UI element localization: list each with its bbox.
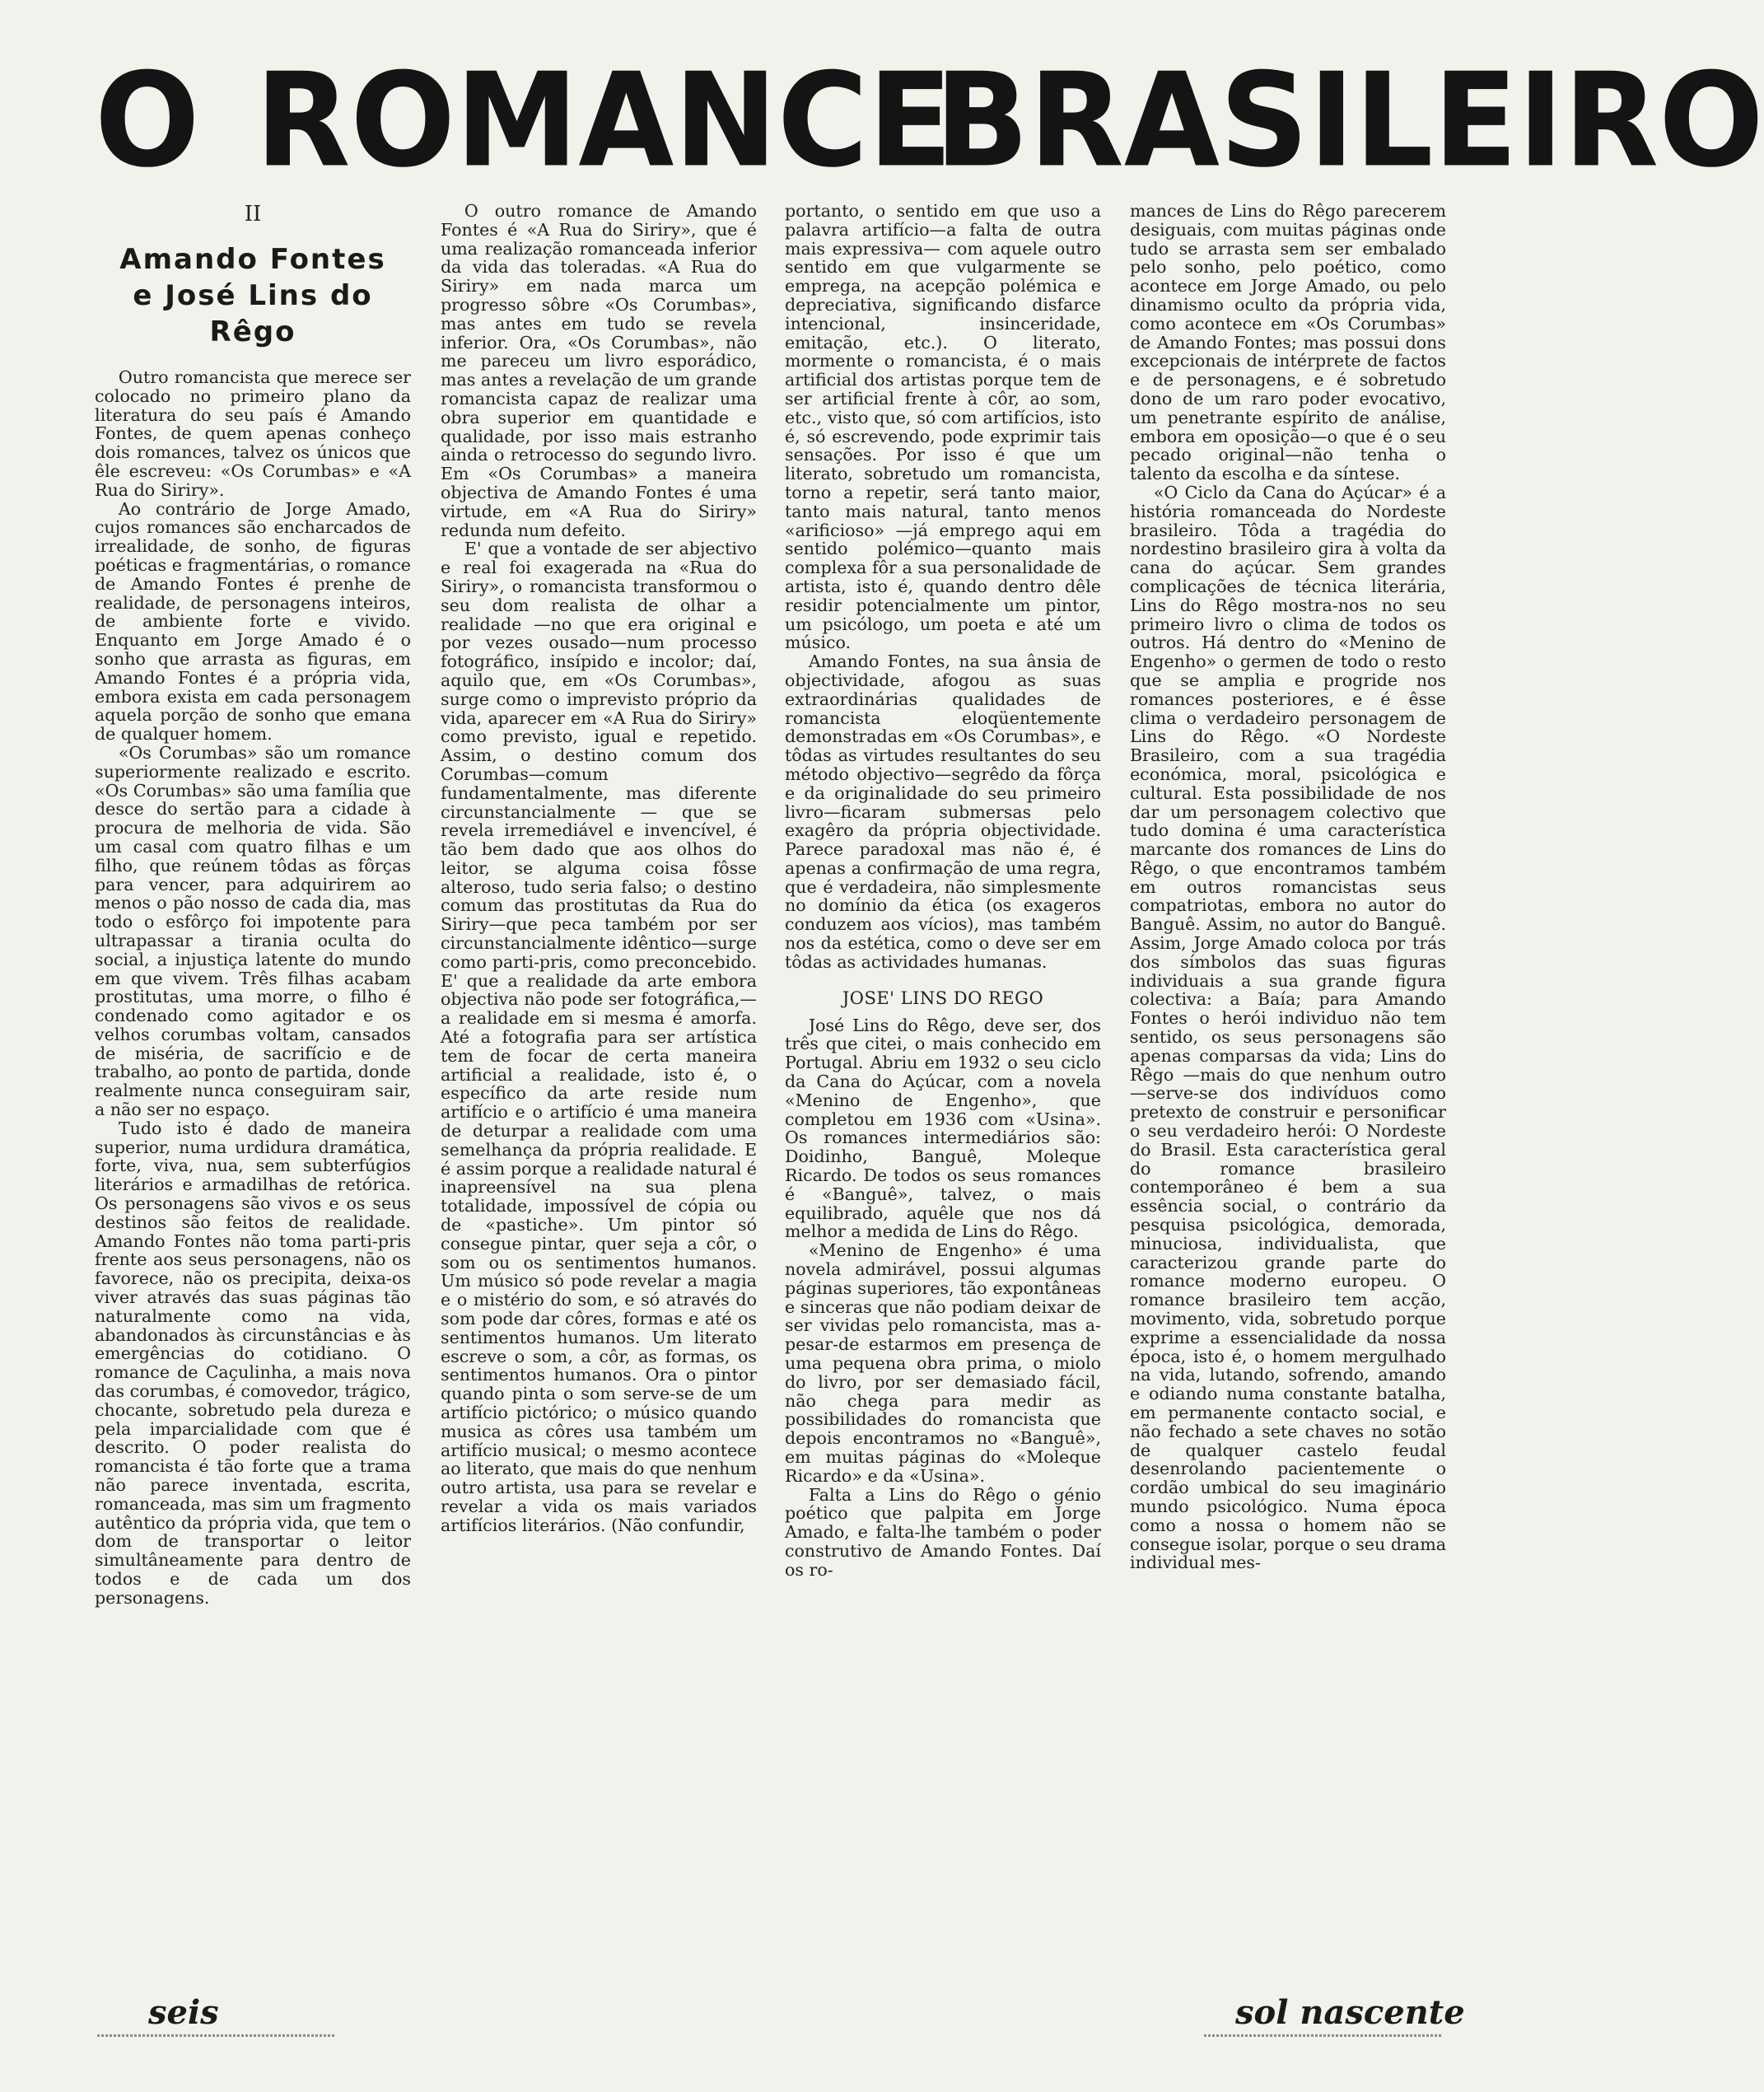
headline-letter: N — [674, 45, 777, 197]
headline-letter: I — [1517, 45, 1564, 197]
paragraph: «O Ciclo da Cana do Açúcar» é a história romanceada do Nordeste brasileiro. Tôda a tragédia do nordestino brasileiro gira à volta da cana do açúcar. Sem grandes complicações de técnica literária, Lins do Rêgo mostra-nos no seu primeiro livro o clima de todos os outros. Há dentro do «Menino de Engenho» o germen de todo o resto que se amplia e progride nos romances posteriores, e é êsse clima o verdadeiro personagem de Lins do Rêgo. «O Nordeste Brasileiro, com a sua tragédia económica, moral, psicológica e cultural. Esta possibilidade de nos dar um personagem colectivo que tudo domina é uma característica marcante dos romances de Lins do Rêgo, o que encontramos também em outros romancistas seus compatriotas, embora no autor do Banguê. Assim, no autor do Banguê. Assim, Jorge Amado coloca por trás dos símbolos das suas figuras individuais a sua grande figura colectiva: a Baía; para Amando Fontes o herói individuo não tem sentido, os seus personagens são apenas comparsas da vida; Lins do Rêgo —mais do que nenhum outro —serve-se dos indivíduos como pretexto de construir e personificar o seu verdadeiro herói: O Nordeste do Brasil. Esta característica geral do romance brasileiro contemporâneo é bem a sua essência social, o contrário da pesquisa psicológica, demorada, minuciosa, individualista, que caracterizou grande parte do romance moderno europeu. O romance brasileiro tem acção, movimento, vida, sobretudo porque exprime a essencialidade da nossa época, isto é, o homem mergulhado na vida, lutando, sofrendo, amando e odiando numa constante batalha, em permanente contacto social, e não fechado a sete chaves no sotão de qualquer castelo feudal desenrolando pacientemente o cordão umbical do seu imaginário mundo psicológico. Numa época como a nossa o homem não se consegue isolar, porque o seu drama individual mes- — [1130, 482, 1446, 1573]
paragraph: «Menino de Engenho» é uma novela admirável, possui algumas páginas superiores, tão expontâneas e sinceras que não podiam deixar de ser vividas pelo romancista, mas a-pesar-de estarmos em presença de uma pequena obra prima, o miolo do livro, por ser demasiado fácil, não chega para medir as possibilidades do romancista que depois encontramos no «Banguê», em muitas páginas do «Moleque Ricardo» e da «Usina». — [785, 1240, 1101, 1486]
paragraph: E' que a vontade de ser abjectivo e real foi exagerada na «Rua do Siriry», o romancista transformou o seu dom realista de olhar a realidade —no que era original e por vezes ousado—num processo fotográfico, insípido e incolor; daí, aquilo que, em «Os Corumbas», surge como o imprevisto próprio da vida, aparecer em «A Rua do Siriry» como previsto, igual e repetido. Assim, o destino comum dos Corumbas—comum fundamentalmente, mas diferente circunstancialmente — que se revela irremediável e invencível, é tão bem dado que aos olhos do leitor, se alguma coisa fôsse alteroso, tudo seria falso; o destino comum das prostitutas da Rua do Siriry—que peca também por ser circunstancialmente idêntico—surge como parti-pris, como preconcebido. E' que a realidade da arte embora objectiva não pode ser fotográfica,—a realidade em si mesma é amorfa. Até a fotografia para ser artística tem de focar de certa maneira artificial a realidade, isto é, o específico da arte reside num artifício e o artifício é uma maneira de deturpar a realidade com uma semelhança da própria realidade. E é assim porque a realidade natural é inapreensível na sua plena totalidade, impossível de cópia ou de «pastiche». Um pintor só consegue pintar, quer seja a côr, o som ou os sentimentos humanos. Um músico só pode revelar a magia e o mistério do som, e só através do som pode dar côres, formas e até os sentimentos humanos. Um literato escreve o som, a côr, as formas, os sentimentos humanos. Ora o pintor quando pinta o som serve-se de um artifício pictórico; o músico quando musica as côres usa também um artifício musical; o mesmo acontece ao literato, que mais do que nenhum outro artista, usa para se revelar e revelar a vida os mais variados artifícios literários. (Não confundir, — [441, 539, 757, 1535]
headline-word-2 — [255, 45, 953, 197]
headline-letter: O — [95, 45, 200, 197]
headline-letter: A — [578, 45, 674, 197]
paragraph: José Lins do Rêgo, deve ser, dos três que citei, o mais conhecido em Portugal. Abriu em 1932 o seu ciclo da Cana do Açúcar, com a novela «Menino de Engenho», que completou em 1936 com «Usina». Os romances intermediários são: Doidinho, Banguê, Moleque Ricardo. De todos os seus romances é «Banguê», talvez, o mais equilibrado, aquêle que nos dá melhor a medida de Lins do Rêgo. — [785, 1015, 1101, 1242]
article-column-1 — [95, 202, 411, 1608]
headline-word-1 — [95, 45, 200, 197]
headline-letter: E — [868, 45, 953, 197]
headline-letter: C — [777, 45, 869, 197]
article-column-2 — [441, 202, 757, 1535]
footer-rule-left — [97, 2034, 336, 2037]
author-heading — [95, 241, 411, 350]
paragraph: O outro romance de Amando Fontes é «A Rua do Siriry», que é uma realização romanceada inferior da vida das toleradas. «A Rua do Siriry» em nada marca um progresso sôbre «Os Corumbas», mas antes em tudo se revela inferior. Ora, «Os Corumbas», não me pareceu um livro esporádico, mas antes a revelação de um grande romancista capaz de realizar uma obra superior em quantidade e qualidade, por isso mais estranho ainda o retrocesso do segundo livro. Em «Os Corumbas» a maneira objectiva de Amando Fontes é uma virtude, em «A Rua do Siriry» redunda num defeito. — [441, 201, 757, 540]
headline-letter: R — [1563, 45, 1659, 197]
article-column-4 — [1130, 202, 1446, 1572]
paragraph: Ao contrário de Jorge Amado, cujos romances são encharcados de irrealidade, de sonho, de figuras poéticas e fragmentárias, o romance de Amando Fontes é prenhe de realidade, de personagens inteiros, de ambiente forte e vivido. Enquanto em Jorge Amado é o sonho que arrasta as figuras, em Amando Fontes é a própria vida, embora exista em cada personagem aquela porção de sonho que emana de qualquer homem. — [95, 498, 411, 745]
paragraph: Tudo isto é dado de maneira superior, numa urdidura dramática, forte, viva, nua, sem subterfúgios literários e armadilhas de retórica. Os personagens são vivos e os seus destinos são feitos de realidade. Amando Fontes não toma parti-pris frente aos seus personagens, não os favorece, não os precipita, deixa-os viver através das suas páginas tão naturalmente como na vida, abandonados às circunstâncias e às emergências do cotidiano. O romance de Caçulinha, a mais nova das corumbas, é comovedor, trágico, chocante, sobretudo pela dureza e pela imparcialidade com que é descrito. O poder realista do romancista é tão forte que a trama não parece inventada, escrita, romanceada, mas sim um fragmento autêntico da própria vida, que tem o dom de transportar o leitor simultâneamente para dentro de todos e de cada um dos personagens. — [95, 1118, 411, 1608]
headline-word-3 — [935, 45, 1764, 197]
headline-letter: A — [1123, 45, 1220, 197]
magazine-name-label: sol nascente — [1235, 1993, 1465, 2032]
section-subheading: JOSE' LINS DO REGO — [842, 988, 1044, 1008]
author-heading-line-2: e José Lins do Rêgo — [133, 279, 373, 348]
author-heading-line-1: Amando Fontes — [119, 243, 386, 276]
headline-letter: B — [935, 45, 1029, 197]
headline-letter: L — [1354, 45, 1434, 197]
paragraph: Outro romancista que merece ser colocado no primeiro plano da literatura do seu país é Amando Fontes, de quem apenas conheço dois romances, talvez os únicos que êle escreveu: «Os Corumbas» e «A Rua do Siriry». — [95, 367, 411, 500]
section-numeral: II — [244, 202, 262, 226]
paragraph: Falta a Lins do Rêgo o génio poético que palpita em Jorge Amado, e falta-lhe também o poder construtivo de Amando Fontes. Daí os ro- — [785, 1484, 1101, 1580]
headline-letter: M — [455, 45, 579, 197]
headline-letter: O — [1659, 45, 1764, 197]
headline-letter: R — [1029, 45, 1124, 197]
footer-rule-right — [1204, 2034, 1443, 2037]
headline-letter: S — [1219, 45, 1309, 197]
paragraph: mances de Lins do Rêgo parecerem desiguais, com muitas páginas onde tudo se arrasta sem ser embalado pelo sonho, pelo poético, como acontece em Jorge Amado, ou pelo dinamismo oculto da própria vida, como acontece em «Os Corumbas» de Amando Fontes; mas possui dons excepcionais de intérprete de factos e de personagens, e é sobretudo dono de um raro poder evocativo, um penetrante espírito de análise, embora em oposição—o que é o seu pecado original—não tenha o talento da escolha e da síntese. — [1130, 201, 1446, 484]
paragraph: portanto, o sentido em que uso a palavra artifício—a falta de outra mais expressiva— com aquele outro sentido em que vulgarmente se emprega, na acepção polémica e depreciativa, significando disfarce intencional, insinceridade, emitação, etc.). O literato, mormente o romancista, é o mais artificial dos artistas porque tem de ser artificial frente à côr, ao som, etc., visto que, só com artifícios, isto é, só escrevendo, pode exprimir tais sensações. Por isso é que um literato, sobretudo um romancista, torno a repetir, será tanto maior, tanto mais natural, tanto menos «arificioso» —já emprego aqui em sentido polémico—quanto mais complexa fôr a sua personalidade de artista, isto é, quando dentro dêle residir potencialmente um pintor, um psicólogo, um poeta e até um músico. — [785, 201, 1101, 653]
headline-letter: R — [255, 45, 351, 197]
headline-letter: O — [350, 45, 456, 197]
headline-letter: I — [1309, 45, 1355, 197]
headline — [95, 45, 1764, 197]
article-column-3 — [785, 202, 1101, 1580]
page-number-label: seis — [148, 1993, 219, 2032]
paragraph: Amando Fontes, na sua ânsia de objectividade, afogou as suas extraordinárias qualidades de romancista eloqüentemente demonstradas em «Os Corumbas», e tôdas as virtudes resultantes do seu método objectivo—segrêdo da fôrça e da originalidade do seu primeiro livro—ficaram submersas pelo exagêro da própria objectividade. Parece paradoxal mas não é, é apenas a confirmação de uma regra, que é verdadeira, não simplesmente no domínio da ética (os exageros conduzem aos vícios), mas também nos da estética, como o deve ser em tôdas as actividades humanas. — [785, 651, 1101, 972]
headline-letter: E — [1433, 45, 1518, 197]
paragraph: «Os Corumbas» são um romance superiormente realizado e escrito. «Os Corumbas» são uma família que desce do sertão para a cidade à procura de melhoria de vida. São um casal com quatro filhas e um filho, que reúnem tôdas as fôrças para vencer, para adquirirem ao menos o pão nosso de cada dia, mas todo o esfôrço foi impotente para ultrapassar a tirania oculta do social, a injustiça latente do mundo em que vivem. Três filhas acabam prostitutas, uma morre, o filho é condenado como agitador e os velhos corumbas voltam, cansados de miséria, de sacrifício e de trabalho, ao ponto de partida, donde realmente nunca conseguiram sair, a não ser no espaço. — [95, 742, 411, 1120]
